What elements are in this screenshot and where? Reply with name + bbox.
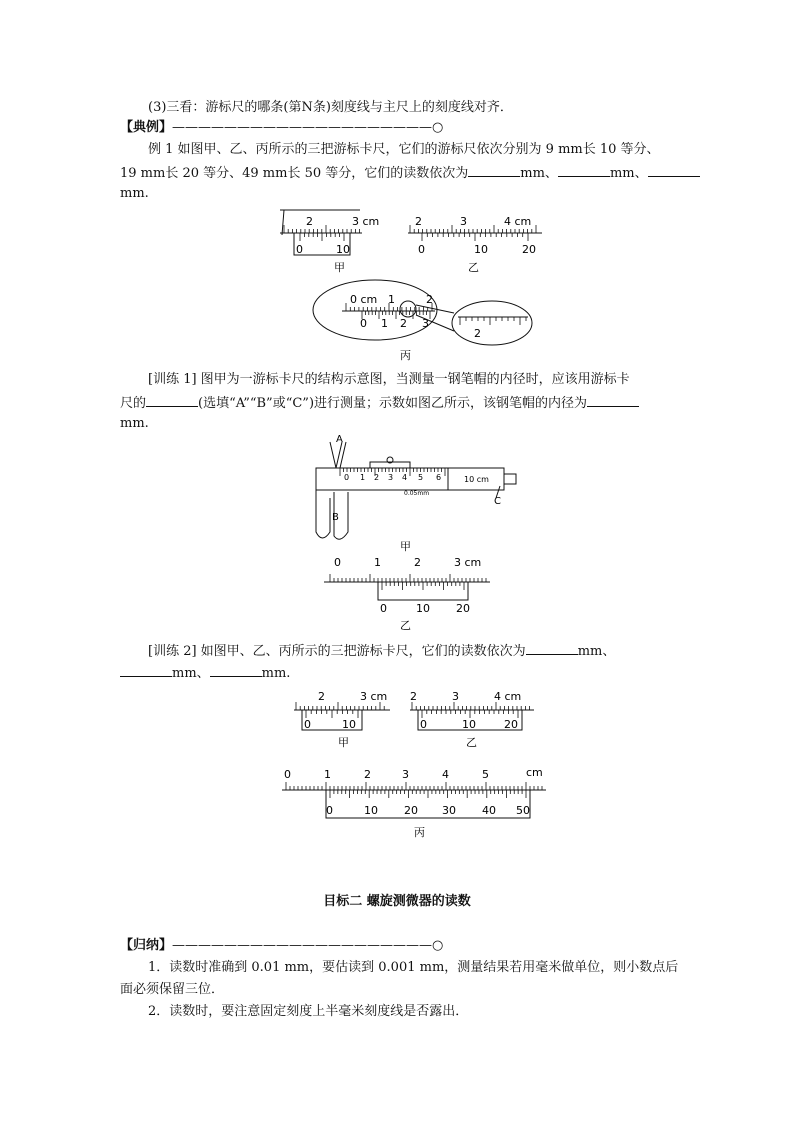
c3-bing-v50: 50 — [516, 804, 530, 817]
caliper-reading-yi — [324, 556, 490, 632]
guina-label: 【归纳】 — [120, 938, 173, 953]
yi-label-20: 20 — [522, 243, 536, 256]
c3-jia-2: 2 — [318, 690, 325, 703]
caliper-structure — [316, 434, 516, 553]
yi-label-0: 0 — [418, 243, 425, 256]
summary-item-1b: 面必须保留三位． — [120, 982, 225, 997]
label-C: C — [494, 496, 501, 507]
c3-bing-5: 5 — [482, 768, 489, 781]
jia-label-2: 2 — [306, 215, 313, 228]
figure-1-calipers — [270, 205, 550, 365]
yi-label-10: 10 — [474, 243, 488, 256]
caliper-bing — [313, 280, 532, 362]
training-2-unit-1: mm、 — [577, 644, 616, 659]
bing-vernier-0: 0 — [360, 317, 367, 330]
bing-vernier-3: 3 — [422, 317, 429, 330]
c3-yi-2: 2 — [410, 690, 417, 703]
answer-blank-1[interactable] — [468, 162, 520, 177]
answer-blank-3[interactable] — [648, 162, 700, 177]
struct-5: 5 — [418, 473, 424, 482]
c3-yi-20: 20 — [504, 718, 518, 731]
bing-label-0cm: 0 cm — [350, 293, 378, 306]
caption-bing: 丙 — [400, 349, 411, 362]
label-A: A — [336, 434, 343, 445]
training-2-text: [训练 2] 如图甲、乙、丙所示的三把游标卡尺，它们的读数依次为 — [148, 644, 526, 659]
yi-label-2: 2 — [415, 215, 422, 228]
reading-0: 0 — [334, 556, 341, 569]
example-1-line-3: mm. — [120, 186, 149, 201]
caliper3-yi — [410, 690, 534, 749]
training-2-blank-3[interactable] — [210, 662, 262, 677]
c3-bing-1: 1 — [324, 768, 331, 781]
struct-3: 3 — [388, 473, 394, 482]
c3-caption-jia: 甲 — [338, 736, 349, 749]
struct-0: 0 — [344, 473, 350, 482]
training-1-blank-2[interactable] — [587, 392, 639, 407]
summary-item-2: 2．读数时，要注意固定刻度上半毫米刻度线是否露出． — [148, 1004, 469, 1019]
c3-yi-3: 3 — [452, 690, 459, 703]
training-1-line-3: mm. — [120, 416, 149, 431]
reading-vernier-10: 10 — [416, 602, 430, 615]
c3-bing-v20: 20 — [404, 804, 418, 817]
bing-label-2: 2 — [426, 293, 433, 306]
caption-struct-yi: 乙 — [400, 619, 411, 632]
figure-3-calipers — [280, 684, 550, 844]
struct-4: 4 — [402, 473, 408, 482]
caption-jia: 甲 — [334, 261, 345, 274]
example-1-text: 19 mm长 20 等分、49 mm长 50 等分，它们的读数依次为 — [120, 166, 469, 181]
jia-label-10: 10 — [336, 243, 350, 256]
c3-bing-cm: cm — [526, 766, 543, 779]
caliper3-bing — [282, 766, 546, 839]
caliper-jia — [280, 210, 379, 274]
caption-yi: 乙 — [468, 261, 479, 274]
struct-1: 1 — [360, 473, 366, 482]
training-2-unit-2: mm、 — [172, 666, 210, 681]
summary-item-1a: 1．读数时准确到 0.01 mm，要估读到 0.001 mm，测量结果若用毫米做单位，则小数点后 — [148, 960, 679, 975]
caliper3-jia — [294, 690, 390, 749]
step-3-text: (3)三看：游标尺的哪条(第N条)刻度线与主尺上的刻度线对齐． — [148, 100, 513, 115]
jia-label-3cm: 3 cm — [352, 215, 380, 228]
dianli-rule: ————————————————————○ — [172, 120, 444, 135]
c3-bing-v10: 10 — [364, 804, 378, 817]
reading-2: 2 — [414, 556, 421, 569]
training-1-text-b: (选填“A”“B”或“C”)进行测量；示数如图乙所示，该钢笔帽的内径为 — [198, 396, 588, 411]
summary-header — [120, 936, 443, 956]
training-1-text-a: 尺的 — [120, 396, 147, 411]
reading-vernier-0: 0 — [380, 602, 387, 615]
c3-caption-bing: 丙 — [414, 826, 425, 839]
training-2-blank-2[interactable] — [120, 662, 172, 677]
goal-2-heading: 目标二 螺旋测微器的读数 — [323, 894, 471, 909]
c3-jia-3cm: 3 cm — [360, 690, 388, 703]
c3-bing-2: 2 — [364, 768, 371, 781]
training-2-line-2 — [120, 662, 290, 684]
c3-bing-v30: 30 — [442, 804, 456, 817]
training-1-line-2 — [120, 392, 639, 414]
struct-6: 6 — [436, 473, 442, 482]
example-1-line-2 — [120, 162, 700, 184]
c3-yi-0: 0 — [420, 718, 427, 731]
bing-vernier-2: 2 — [400, 317, 407, 330]
c3-yi-4cm: 4 cm — [494, 690, 522, 703]
c3-bing-4: 4 — [442, 768, 449, 781]
c3-caption-yi: 乙 — [466, 736, 477, 749]
unit-2: mm、 — [609, 166, 648, 181]
training-2-blank-1[interactable] — [526, 640, 578, 655]
caliper-yi — [408, 215, 542, 274]
bing-zoom-2: 2 — [474, 327, 481, 340]
training-2-line-1 — [148, 640, 615, 662]
c3-bing-v40: 40 — [482, 804, 496, 817]
caption-struct-jia: 甲 — [400, 540, 411, 553]
reading-vernier-20: 20 — [456, 602, 470, 615]
unit-1: mm、 — [520, 166, 558, 181]
c3-jia-0: 0 — [304, 718, 311, 731]
struct-2: 2 — [374, 473, 380, 482]
reading-3cm: 3 cm — [454, 556, 482, 569]
example-1-line-1: 例 1 如图甲、乙、丙所示的三把游标卡尺，它们的游标尺依次分别为 9 mm长 10 等分、 — [148, 142, 660, 157]
yi-label-4cm: 4 cm — [504, 215, 532, 228]
reading-1: 1 — [374, 556, 381, 569]
figure-2-caliper-structure — [300, 432, 530, 632]
bing-label-1: 1 — [388, 293, 395, 306]
dianli-label: 【典例】 — [120, 120, 173, 135]
c3-yi-10: 10 — [462, 718, 476, 731]
c3-bing-3: 3 — [402, 768, 409, 781]
jia-label-0: 0 — [296, 243, 303, 256]
guina-rule: ————————————————————○ — [172, 938, 444, 953]
training-2-unit-3: mm. — [261, 666, 291, 681]
label-B: B — [332, 512, 339, 523]
yi-label-3: 3 — [460, 215, 467, 228]
struct-precision: 0.05mm — [404, 490, 430, 497]
c3-bing-0: 0 — [284, 768, 291, 781]
c3-bing-v0: 0 — [326, 804, 333, 817]
c3-jia-10: 10 — [342, 718, 356, 731]
struct-10cm: 10 cm — [464, 475, 489, 484]
training-1-line-1: [训练 1] 图甲为一游标卡尺的结构示意图，当测量一钢笔帽的内径时，应该用游标卡 — [148, 372, 630, 387]
training-1-blank-1[interactable] — [146, 392, 198, 407]
bing-vernier-1: 1 — [381, 317, 388, 330]
example-header — [120, 118, 443, 138]
answer-blank-2[interactable] — [558, 162, 610, 177]
